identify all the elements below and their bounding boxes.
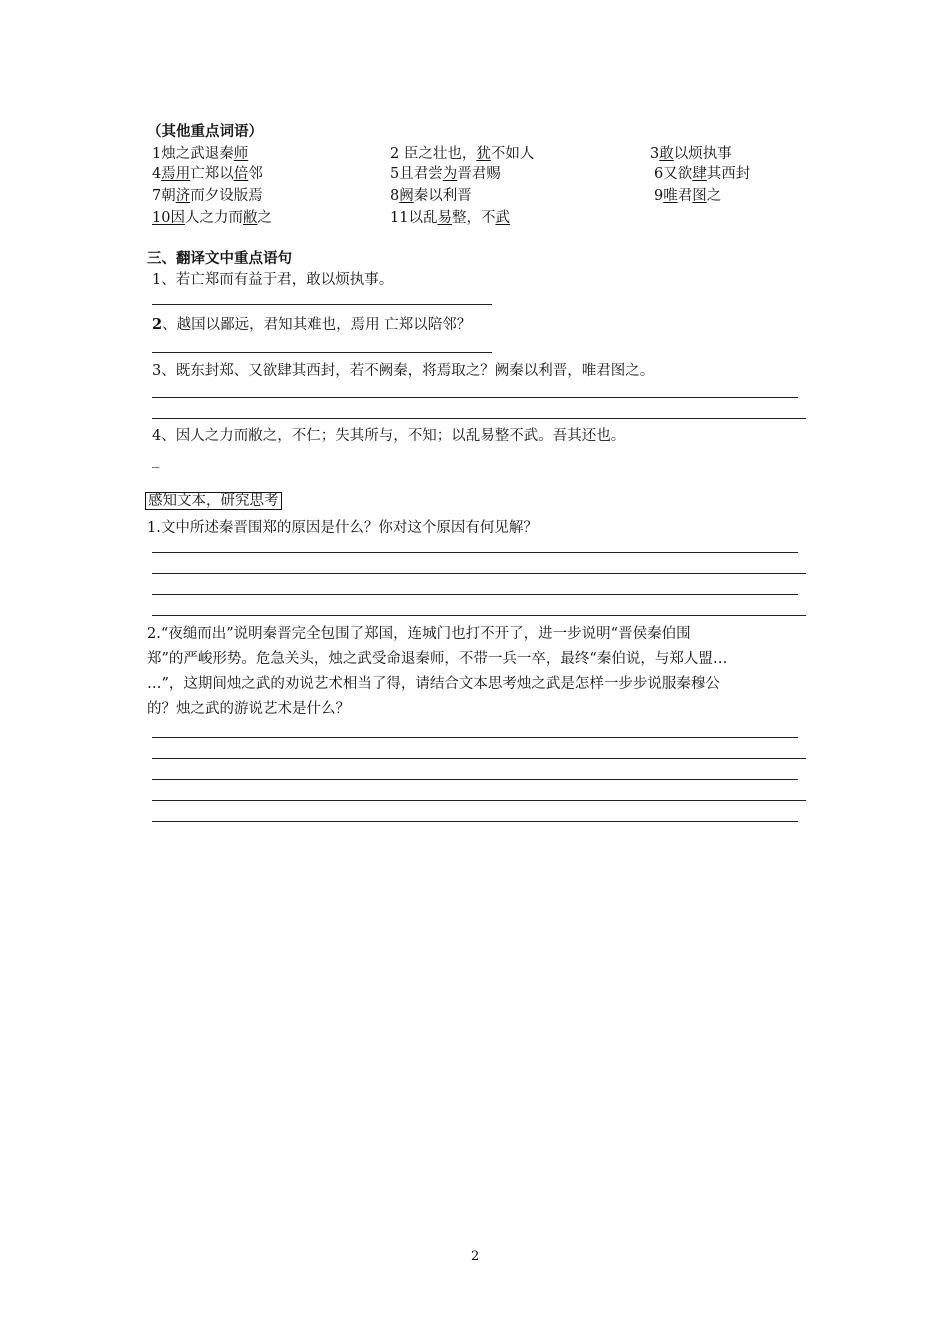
answer-line xyxy=(152,573,806,574)
word-item-5: 5且君尝为晋君赐 xyxy=(390,166,501,182)
word-item-10: 10因人之力而敝之 xyxy=(152,210,272,226)
word-item-9: 9唯君图之 xyxy=(654,188,722,204)
answer-line xyxy=(152,615,806,616)
answer-line xyxy=(152,352,492,353)
word-item-8: 8阙秦以利晋 xyxy=(390,188,472,204)
answer-line xyxy=(152,821,798,822)
translate-sentence-2: 2、越国以鄙远，君知其难也，焉用 亡郑以陪邻？ xyxy=(152,316,472,333)
answer-line xyxy=(152,418,806,419)
question-2-line-3: …”，这期间烛之武的劝说艺术相当了得，请结合文本思考烛之武是怎样一步步说服秦穆公 xyxy=(147,676,720,692)
word-item-6: 6又欲肆其西封 xyxy=(654,166,751,182)
other-words-heading: （其他重点词语） xyxy=(147,123,263,140)
page-number: 2 xyxy=(471,1249,480,1264)
translate-sentence-3: 3、既东封郑、又欲肆其西封，若不阙秦，将焉取之？阙秦以利晋，唯君图之。 xyxy=(152,363,655,379)
answer-line xyxy=(152,758,806,759)
question-2-line-1: 2.“夜缒而出”说明秦晋完全包围了郑国，连城门也打不开了，进一步说明“晋侯秦伯围 xyxy=(147,626,691,642)
question-1: 1.文中所述秦晋围郑的原因是什么？你对这个原因有何见解？ xyxy=(147,520,538,536)
translate-sentence-4: 4、因人之力而敝之，不仁；失其所与，不知；以乱易整不武。吾其还也。 xyxy=(152,428,626,444)
answer-line xyxy=(152,737,798,738)
word-item-3: 3敢以烦执事 xyxy=(650,146,732,162)
translate-heading: 三、翻译文中重点语句 xyxy=(147,250,292,267)
word-item-1: 1烛之武退秦师 xyxy=(152,146,249,162)
question-2-line-4: 的？烛之武的游说艺术是什么？ xyxy=(147,701,350,717)
think-section-box: 感知文本，研究思考 xyxy=(145,491,282,511)
answer-mark: _ xyxy=(152,452,160,468)
word-item-11: 11以乱易整，不武 xyxy=(390,210,510,226)
answer-line xyxy=(152,397,798,398)
word-item-4: 4焉用亡郑以倍邻 xyxy=(152,166,263,182)
answer-line xyxy=(152,552,798,553)
word-item-7: 7朝济而夕设版焉 xyxy=(152,188,263,204)
answer-line xyxy=(152,304,492,305)
translate-sentence-1: 1、若亡郑而有益于君，敢以烦执事。 xyxy=(152,272,394,288)
word-item-2: 2 臣之壮也，犹不如人 xyxy=(390,146,535,162)
answer-line xyxy=(152,779,798,780)
answer-line xyxy=(152,594,798,595)
answer-line xyxy=(152,800,806,801)
question-2-line-2: 郑”的严峻形势。危急关头，烛之武受命退秦师，不带一兵一卒，最终“秦伯说，与郑人盟… xyxy=(147,651,728,667)
